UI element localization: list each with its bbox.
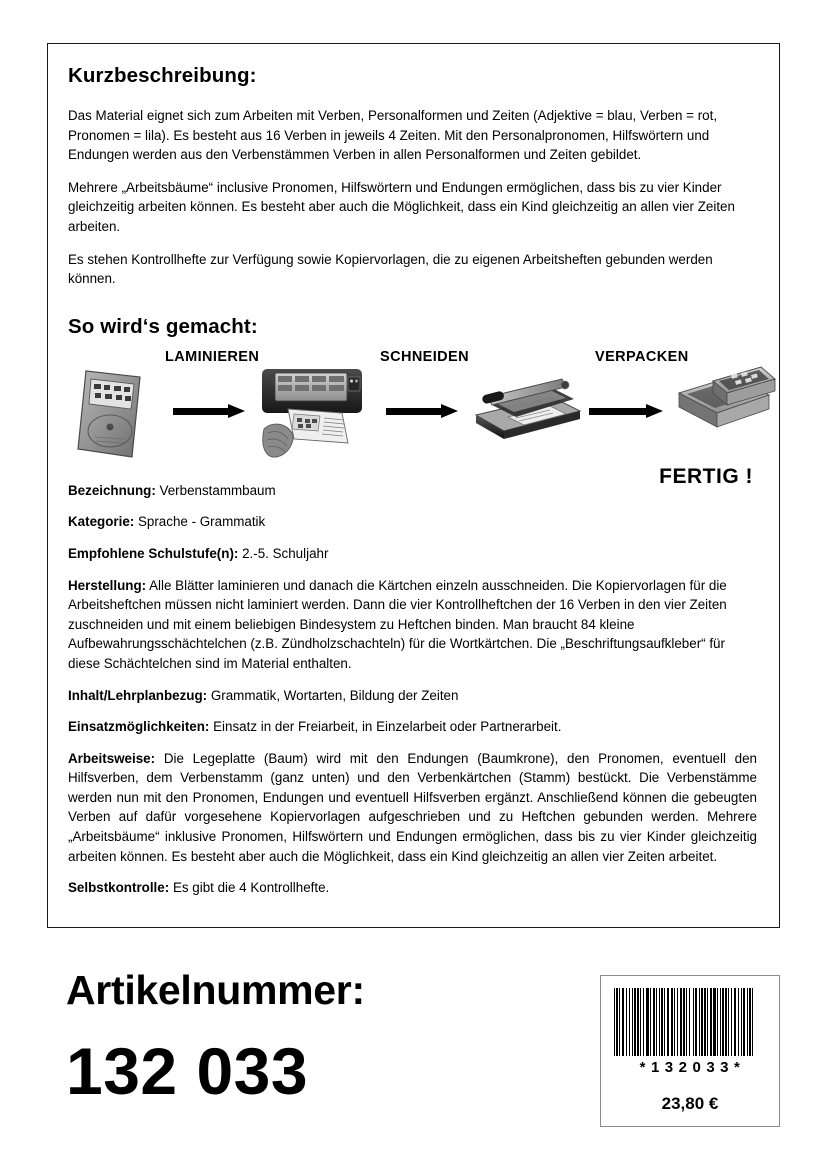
spec-row-herstellung	[68, 576, 757, 674]
storage-boxes-icon	[675, 365, 777, 448]
process-arrow	[589, 404, 664, 418]
article-number-block	[66, 968, 516, 1108]
spec-label: Empfohlene Schulstufe(n):	[68, 545, 239, 561]
product-info-panel	[47, 43, 780, 928]
spec-label: Inhalt/Lehrplanbezug:	[68, 687, 208, 703]
description-block	[68, 106, 757, 289]
spec-row-arbeitsweise	[68, 749, 757, 867]
process-step-label: LAMINIEREN	[165, 348, 260, 365]
spec-value: Grammatik, Wortarten, Bildung der Zeiten	[210, 687, 459, 703]
panel-content	[48, 44, 779, 920]
spec-value: Alle Blätter laminieren und danach die Kärtchen einzeln ausschneiden. Die Kopiervorlagen für die Arbeitsheftchen müssen nicht laminiert werden. Dann die vier Kontrollheftchen der 16 Verben in den vier Zeiten zuschneiden und mit einem beliebigen Bindesystem zu Heftchen binden. Man braucht 84 kleine Aufbewahrungsschächtelchen (z.B. Zündholzschachteln) für die Wortkärtchen. Die „Beschriftungsaufkleber“ für diese Schächtelchen sind im Material enthalten.	[68, 577, 727, 671]
spec-value: 2.-5. Schuljahr	[242, 545, 329, 561]
description-paragraph: Es stehen Kontrollhefte zur Verfügung sowie Kopiervorlagen, die zu eigenen Arbeitsheften gebunden werden können.	[68, 251, 713, 287]
folder-with-sheets-icon	[74, 365, 152, 466]
spec-row-bezeichnung	[68, 481, 757, 501]
process-step-label: SCHNEIDEN	[380, 348, 469, 365]
spec-value: Sprache - Grammatik	[137, 514, 266, 530]
specification-list	[68, 481, 757, 898]
spec-label: Bezeichnung:	[68, 482, 156, 498]
price-label: 23,80 €	[661, 1094, 719, 1113]
spec-label: Arbeitsweise:	[68, 750, 156, 766]
barcode-image	[614, 988, 766, 1056]
spec-label: Herstellung:	[68, 577, 147, 593]
spec-row-kategorie	[68, 512, 757, 532]
article-number-label: Artikelnummer:	[66, 967, 365, 1013]
process-arrow	[173, 404, 245, 418]
spec-value: Einsatz in der Freiarbeit, in Einzelarbeit oder Partnerarbeit.	[213, 719, 562, 735]
page-title: Kurzbeschreibung:	[68, 64, 257, 87]
spec-value: Es gibt die 4 Kontrollhefte.	[172, 880, 330, 896]
process-heading: So wird‘s gemacht:	[68, 314, 258, 338]
process-step-label: VERPACKEN	[595, 348, 689, 365]
barcode-box	[600, 975, 780, 1127]
spec-row-selbstkontrolle	[68, 878, 757, 898]
spec-label: Selbstkontrolle:	[68, 880, 170, 896]
description-paragraph: Das Material eignet sich zum Arbeiten mit Verben, Personalformen und Zeiten (Adjektive = blau, Verben = rot, Pronomen = lila). Es besteht aus 16 Verben in jeweils 4 Zeiten. Mit den Personalpronomen, Hilfswörtern und Endungen werden aus den Verbenstämmen Verben in allen Personalformen und Zeiten gebildet.	[68, 108, 718, 163]
paper-cutter-icon	[466, 367, 584, 460]
spec-row-schulstufe	[68, 544, 757, 564]
spec-label: Einsatzmöglichkeiten:	[68, 719, 210, 735]
process-arrow	[386, 404, 458, 418]
spec-label: Kategorie:	[68, 514, 135, 530]
spec-row-lehrplanbezug	[68, 686, 757, 706]
barcode-digits: *132033*	[639, 1059, 746, 1076]
process-final-label: FERTIG !	[659, 464, 753, 488]
spec-row-einsatzmoeglichkeiten	[68, 717, 757, 737]
article-number-value: 132 033	[66, 1034, 309, 1108]
description-paragraph: Mehrere „Arbeitsbäume“ inclusive Pronomen, Hilfswörtern und Endungen ermöglichen, dass bis zu vier Kinder gleichzeitig arbeiten können. Es besteht aber auch die Möglichkeit, dass ein Kind gleichzeitig an allen vier Zeiten arbeiten.	[68, 179, 735, 234]
process-diagram	[68, 348, 757, 488]
laminator-machine-icon	[258, 363, 368, 466]
spec-value: Verbenstammbaum	[159, 482, 276, 498]
spec-value: Die Legeplatte (Baum) wird mit den Endungen (Baumkrone), den Pronomen, eventuell den Hilfsverben, dem Verbenstamm (ganz unten) und den Verbenkärtchen (Stamm) bestückt. Die Verbenstämme werden nun mit den Pronomen, Endungen und eventuell Hilfsverben ergänzt. Anschließend können die gebeugten Verben auf dafür vorgesehene Kopiervorlagen aufgeschrieben und zu Heftchen gebunden werden. Mehrere „Arbeitsbäume“ inklusive Pronomen, Hilfswörtern und Endungen ermöglichen, dass bis zu vier Kinder gleichzeitig arbeiten können. Es besteht aber auch die Möglichkeit, dass ein Kind gleichzeitig an allen vier Zeiten arbeitet.	[68, 750, 757, 864]
